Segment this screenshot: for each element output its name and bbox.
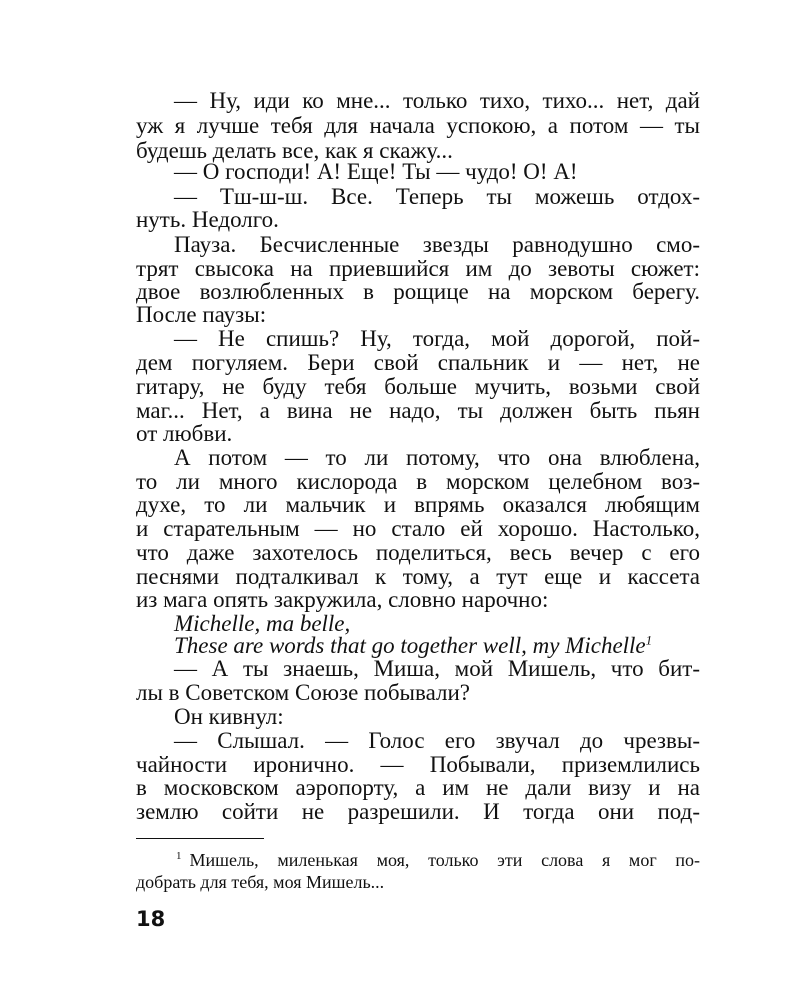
text-line: дем погуляем. Бери свой спальник и — нет, не <box>136 350 700 375</box>
text-line: — Ну, иди ко мне... только тихо, тихо... нет, дай <box>174 88 700 113</box>
text-line: — Тш-ш-ш. Все. Теперь ты можешь отдох- <box>174 184 700 209</box>
page-number: 18 <box>136 907 166 931</box>
text-line: После паузы: <box>136 302 267 327</box>
text-line: маг... Нет, а вина не надо, ты должен быть пьян <box>136 398 700 423</box>
footnote-text: Мишель, миленькая моя, только эти слова я мог по- <box>189 850 700 870</box>
text-line: Пауза. Бесчисленные звезды равнодушно смо- <box>174 232 700 257</box>
text-line: нуть. Недолго. <box>136 207 279 232</box>
text-line: из мага опять закружила, словно нарочно: <box>136 587 549 612</box>
text-line: духе, то ли мальчик и впрямь оказался любящим <box>136 492 700 517</box>
song-lyric-text: These are words that go together well, my Michelle <box>174 633 646 658</box>
text-line: — О господи! А! Еще! Ты — чудо! О! А! <box>174 159 578 184</box>
text-line: — Не спишь? Ну, тогда, мой дорогой, пой- <box>174 326 700 351</box>
text-line: что даже захотелось поделиться, весь вечер с его <box>136 540 700 565</box>
footnote-marker: 1 <box>645 632 653 648</box>
text-line: то ли много кислорода в морском целебном воз- <box>136 469 700 494</box>
text-line: в московском аэропорту, а им не дали визу и на <box>136 775 700 800</box>
footnote-divider <box>136 838 264 839</box>
footnote-line <box>136 848 700 872</box>
text-line: и старательным — но стало ей хорошо. Настолько, <box>136 516 700 541</box>
text-line: — А ты знаешь, Миша, мой Мишель, что бит- <box>174 656 700 681</box>
text-line: — Слышал. — Голос его звучал до чрезвы- <box>174 728 700 753</box>
text-line: землю сойти не разрешили. И тогда они под- <box>136 799 700 824</box>
footnote-number: 1 <box>176 850 182 862</box>
footnote-line: добрать для тебя, моя Мишель... <box>136 872 385 892</box>
text-line: песнями подталкивал к тому, а тут еще и кассета <box>136 564 700 589</box>
text-line: А потом — то ли потому, что она влюблена, <box>174 445 700 470</box>
text-line: трят свысока на приевшийся им до зевоты сюжет: <box>136 256 700 281</box>
text-line: гитару, не буду тебя больше мучить, возьми свой <box>136 374 700 399</box>
text-line: будешь делать все, как я скажу... <box>136 138 453 163</box>
text-line: чайности иронично. — Побывали, приземлились <box>136 752 700 777</box>
text-line: от любви. <box>136 421 233 446</box>
text-line: лы в Советском Союзе побывали? <box>136 680 470 705</box>
text-line: двое возлюбленных в рощице на морском берегу. <box>136 279 700 304</box>
text-line: Он кивнул: <box>174 704 284 729</box>
text-line: уж я лучше тебя для начала успокою, а потом — ты <box>136 113 700 138</box>
song-lyric-line: Michelle, ma belle, <box>174 611 351 636</box>
